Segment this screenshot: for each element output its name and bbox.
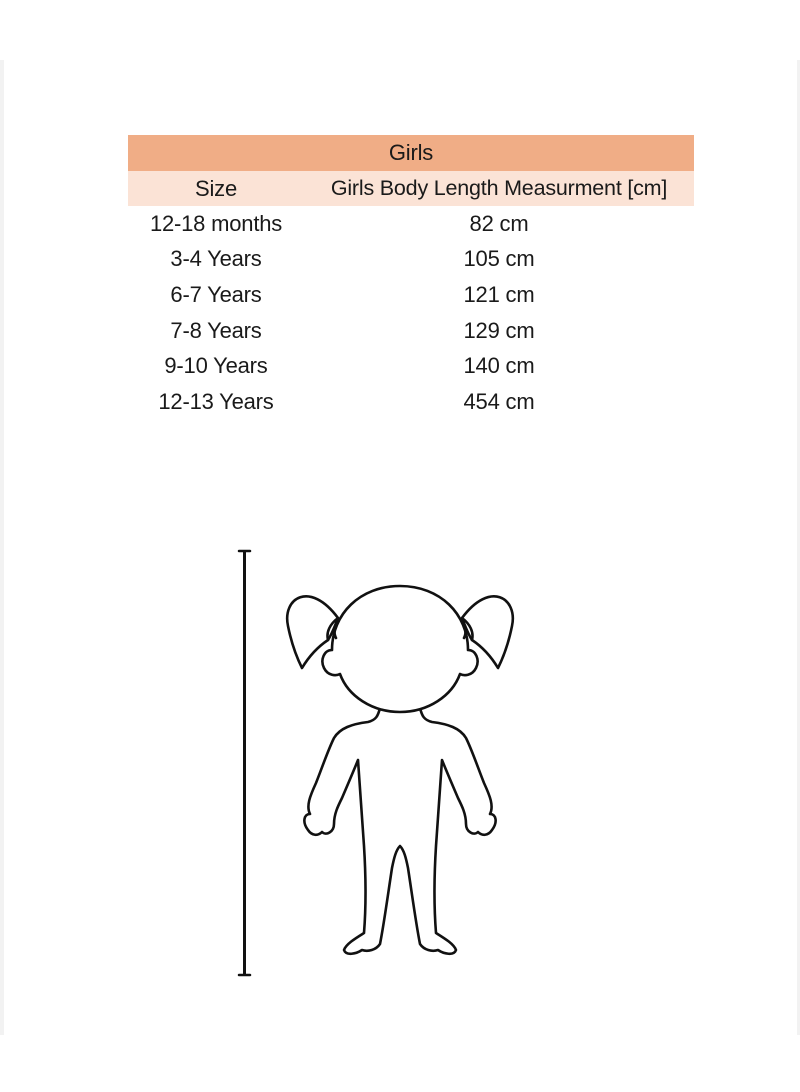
girl-outline-icon xyxy=(280,578,520,963)
size-cell: 3-4 Years xyxy=(170,246,262,272)
length-column-header: Girls Body Length Measurment [cm] xyxy=(304,171,694,206)
size-cell: 6-7 Years xyxy=(170,281,262,307)
size-cell: 12-13 Years xyxy=(158,388,274,414)
length-cell: 105 cm xyxy=(463,246,535,272)
table-row xyxy=(128,242,694,278)
length-cell: 121 cm xyxy=(463,281,535,307)
length-cell: 454 cm xyxy=(463,388,535,414)
size-chart-table xyxy=(128,135,694,420)
page-edge-left xyxy=(0,60,4,1035)
table-row xyxy=(128,384,694,420)
table-row xyxy=(128,277,694,313)
length-cell: 82 cm xyxy=(469,210,529,236)
page-bottom xyxy=(0,1035,800,1092)
table-title-row xyxy=(128,135,694,171)
table-row xyxy=(128,348,694,384)
table-row xyxy=(128,206,694,242)
size-cell: 9-10 Years xyxy=(164,353,268,379)
size-cell: 12-18 months xyxy=(149,210,283,236)
length-cell: 140 cm xyxy=(463,353,535,379)
table-title: Girls xyxy=(128,135,694,171)
table-row xyxy=(128,313,694,349)
size-cell: 7-8 Years xyxy=(170,317,262,343)
table-header-row xyxy=(128,171,694,206)
height-measure-bar-icon xyxy=(226,548,262,978)
size-column-header: Size xyxy=(128,171,304,206)
length-cell: 129 cm xyxy=(463,317,535,343)
